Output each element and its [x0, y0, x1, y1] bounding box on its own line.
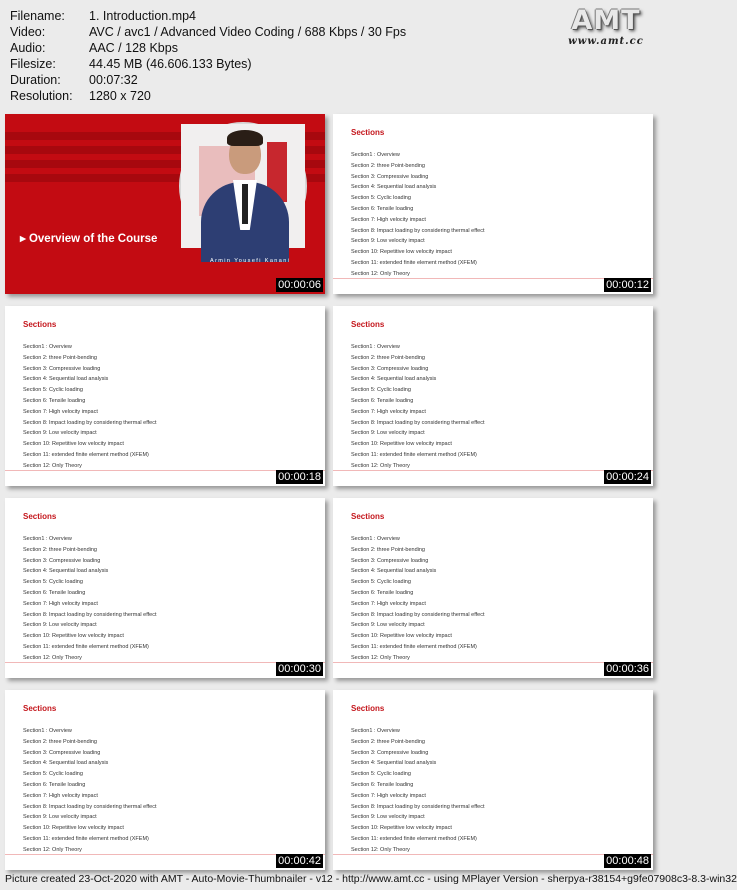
section-item: Section1 : Overview [351, 728, 400, 734]
section-item: Section 12: Only Theory [351, 462, 410, 469]
section-item: Section 10: Repetitive low velocity impact [23, 633, 124, 640]
section-list [23, 534, 157, 664]
slide-heading: Sections [23, 512, 57, 521]
info-value: AVC / avc1 / Advanced Video Coding / 688 Kbps / 30 Fps [89, 25, 407, 39]
section-item: Section 9: Low velocity impact [23, 622, 97, 629]
course-title: Overview of the Course [28, 233, 158, 245]
section-item: Section 2: three Point-bending [351, 162, 425, 169]
section-item: Section 9: Low velocity impact [351, 814, 425, 821]
section-item: Section 9: Low velocity impact [351, 238, 425, 245]
thumbnail-sections[interactable] [5, 690, 325, 870]
section-list [351, 726, 485, 856]
section-item: Section 2: three Point-bending [351, 354, 425, 361]
section-item: Section 12: Only Theory [23, 462, 82, 469]
section-item: Section 12: Only Theory [351, 846, 410, 853]
section-item: Section 2: three Point-bending [351, 546, 425, 553]
section-item: Section 3: Compressive loading [23, 557, 101, 564]
section-item: Section 6: Tensile loading [23, 589, 86, 596]
timestamp: 00:00:36 [606, 663, 649, 675]
timestamp: 00:00:42 [278, 855, 321, 867]
section-item: Section 9: Low velocity impact [351, 430, 425, 437]
section-item: Section 9: Low velocity impact [23, 430, 97, 437]
info-row-duration [10, 73, 406, 89]
section-list [351, 342, 485, 472]
section-item: Section 6: Tensile loading [351, 781, 414, 788]
section-item: Section 3: Compressive loading [351, 557, 429, 564]
section-item: Section 5: Cyclic loading [351, 387, 411, 394]
presenter-hair [227, 130, 263, 146]
section-item: Section 3: Compressive loading [23, 365, 101, 372]
section-item: Section 7: High velocity impact [23, 408, 98, 415]
section-item: Section1 : Overview [351, 344, 400, 350]
section-item: Section1 : Overview [351, 536, 400, 542]
section-item: Section 12: Only Theory [351, 270, 410, 277]
section-item: Section 8: Impact loading by considering thermal effect [351, 611, 485, 618]
section-item: Section 10: Repetitive low velocity impact [351, 825, 452, 832]
section-item: Section 8: Impact loading by considering thermal effect [351, 803, 485, 810]
section-item: Section 7: High velocity impact [351, 600, 426, 607]
section-item: Section 4: Sequential load analysis [23, 760, 109, 767]
section-list [23, 726, 157, 856]
thumbnail-sections[interactable] [333, 498, 653, 678]
section-item: Section 11: extended finite element method (XFEM) [23, 835, 149, 842]
section-item: Section 10: Repetitive low velocity impact [351, 441, 452, 448]
thumbnail-sections[interactable] [333, 114, 653, 294]
section-item: Section 4: Sequential load analysis [351, 376, 437, 383]
section-item: Section 11: extended finite element method (XFEM) [351, 259, 477, 266]
section-item: Section 8: Impact loading by considering thermal effect [351, 419, 485, 426]
section-item: Section 4: Sequential load analysis [23, 376, 109, 383]
info-key: Filesize: [10, 57, 56, 71]
section-item: Section 8: Impact loading by considering thermal effect [23, 611, 157, 618]
section-item: Section 4: Sequential load analysis [351, 760, 437, 767]
info-row-audio [10, 41, 406, 57]
presenter-tie [242, 184, 248, 224]
logo-url: www.amt.cc [568, 36, 644, 47]
section-item: Section 9: Low velocity impact [351, 622, 425, 629]
section-item: Section 4: Sequential load analysis [23, 568, 109, 575]
slide-heading: Sections [351, 320, 385, 329]
section-item: Section 11: extended finite element method (XFEM) [351, 835, 477, 842]
section-item: Section 5: Cyclic loading [23, 579, 83, 586]
section-item: Section 7: High velocity impact [351, 216, 426, 223]
section-item: Section 6: Tensile loading [351, 205, 414, 212]
section-item: Section 11: extended finite element method (XFEM) [351, 451, 477, 458]
slide-heading: Sections [23, 704, 57, 713]
section-item: Section 6: Tensile loading [351, 397, 414, 404]
timestamp: 00:00:30 [278, 663, 321, 675]
thumbnail-sections[interactable] [333, 306, 653, 486]
thumbnail-title-slide[interactable] [5, 114, 325, 294]
section-item: Section 3: Compressive loading [351, 749, 429, 756]
section-list [23, 342, 157, 472]
timestamp: 00:00:18 [278, 471, 321, 483]
section-item: Section 3: Compressive loading [351, 365, 429, 372]
section-item: Section 5: Cyclic loading [351, 771, 411, 778]
info-value: 00:07:32 [89, 73, 138, 87]
amt-logo [560, 6, 652, 52]
thumbnail-sections[interactable] [333, 690, 653, 870]
section-item: Section 6: Tensile loading [23, 781, 86, 788]
thumbnail-sections[interactable] [5, 306, 325, 486]
section-item: Section 4: Sequential load analysis [351, 184, 437, 191]
section-item: Section 6: Tensile loading [351, 589, 414, 596]
section-item: Section 12: Only Theory [23, 846, 82, 853]
timestamp: 00:00:06 [278, 279, 321, 291]
timestamp: 00:00:48 [606, 855, 649, 867]
section-item: Section 10: Repetitive low velocity impact [351, 249, 452, 256]
section-item: Section 5: Cyclic loading [23, 387, 83, 394]
section-item: Section 10: Repetitive low velocity impact [23, 441, 124, 448]
section-item: Section 9: Low velocity impact [23, 814, 97, 821]
section-item: Section 4: Sequential load analysis [351, 568, 437, 575]
section-list [351, 150, 485, 280]
section-item: Section1 : Overview [23, 728, 72, 734]
logo-name: AMT [571, 5, 641, 36]
section-item: Section 10: Repetitive low velocity impact [351, 633, 452, 640]
section-item: Section 12: Only Theory [23, 654, 82, 661]
section-item: Section 2: three Point-bending [23, 546, 97, 553]
info-key: Filename: [10, 9, 65, 23]
presenter-name: Armin Yousefi Kanani [210, 258, 291, 264]
section-item: Section 2: three Point-bending [23, 354, 97, 361]
section-item: Section 10: Repetitive low velocity impact [23, 825, 124, 832]
section-item: Section 7: High velocity impact [23, 792, 98, 799]
timestamp: 00:00:12 [606, 279, 649, 291]
section-item: Section 12: Only Theory [351, 654, 410, 661]
slide-heading: Sections [351, 512, 385, 521]
section-item: Section1 : Overview [351, 152, 400, 158]
info-key: Audio: [10, 41, 46, 55]
info-key: Video: [10, 25, 46, 39]
section-item: Section 7: High velocity impact [351, 792, 426, 799]
section-item: Section 8: Impact loading by considering thermal effect [351, 227, 485, 234]
section-item: Section 7: High velocity impact [351, 408, 426, 415]
info-row-video [10, 25, 406, 41]
section-item: Section 11: extended finite element method (XFEM) [23, 451, 149, 458]
section-item: Section 5: Cyclic loading [23, 771, 83, 778]
slide-heading: Sections [351, 704, 385, 713]
section-item: Section1 : Overview [23, 344, 72, 350]
section-item: Section 3: Compressive loading [351, 173, 429, 180]
section-item: Section 2: three Point-bending [23, 738, 97, 745]
footer-credit: Picture created 23-Oct-2020 with AMT - Auto-Movie-Thumbnailer - v12 - http://www.amt.cc - using MPlayer Version - sherpya-r38154+g9fe07908c3-8.3-win32 [5, 873, 737, 885]
info-row-filename [10, 9, 406, 25]
section-list [351, 534, 485, 664]
file-info [10, 9, 406, 105]
section-item: Section 5: Cyclic loading [351, 195, 411, 202]
section-item: Section 3: Compressive loading [23, 749, 101, 756]
info-value: AAC / 128 Kbps [89, 41, 178, 55]
timestamp: 00:00:24 [606, 471, 649, 483]
info-key: Duration: [10, 73, 61, 87]
section-item: Section 2: three Point-bending [351, 738, 425, 745]
info-value: 1280 x 720 [89, 89, 151, 103]
section-item: Section 5: Cyclic loading [351, 579, 411, 586]
slide-title-row [20, 231, 157, 245]
section-item: Section1 : Overview [23, 536, 72, 542]
info-row-resolution [10, 89, 406, 105]
presenter-photo [179, 122, 307, 250]
info-value: 44.45 MB (46.606.133 Bytes) [89, 57, 252, 71]
thumbnail-sections[interactable] [5, 498, 325, 678]
section-item: Section 8: Impact loading by considering thermal effect [23, 803, 157, 810]
section-item: Section 11: extended finite element method (XFEM) [23, 643, 149, 650]
slide-heading: Sections [23, 320, 57, 329]
info-row-filesize [10, 57, 406, 73]
info-key: Resolution: [10, 89, 73, 103]
section-item: Section 7: High velocity impact [23, 600, 98, 607]
section-item: Section 11: extended finite element method (XFEM) [351, 643, 477, 650]
section-item: Section 6: Tensile loading [23, 397, 86, 404]
play-arrow-icon: ▸ [20, 233, 29, 245]
section-item: Section 8: Impact loading by considering thermal effect [23, 419, 157, 426]
info-value: 1. Introduction.mp4 [89, 9, 197, 23]
slide-heading: Sections [351, 128, 385, 137]
